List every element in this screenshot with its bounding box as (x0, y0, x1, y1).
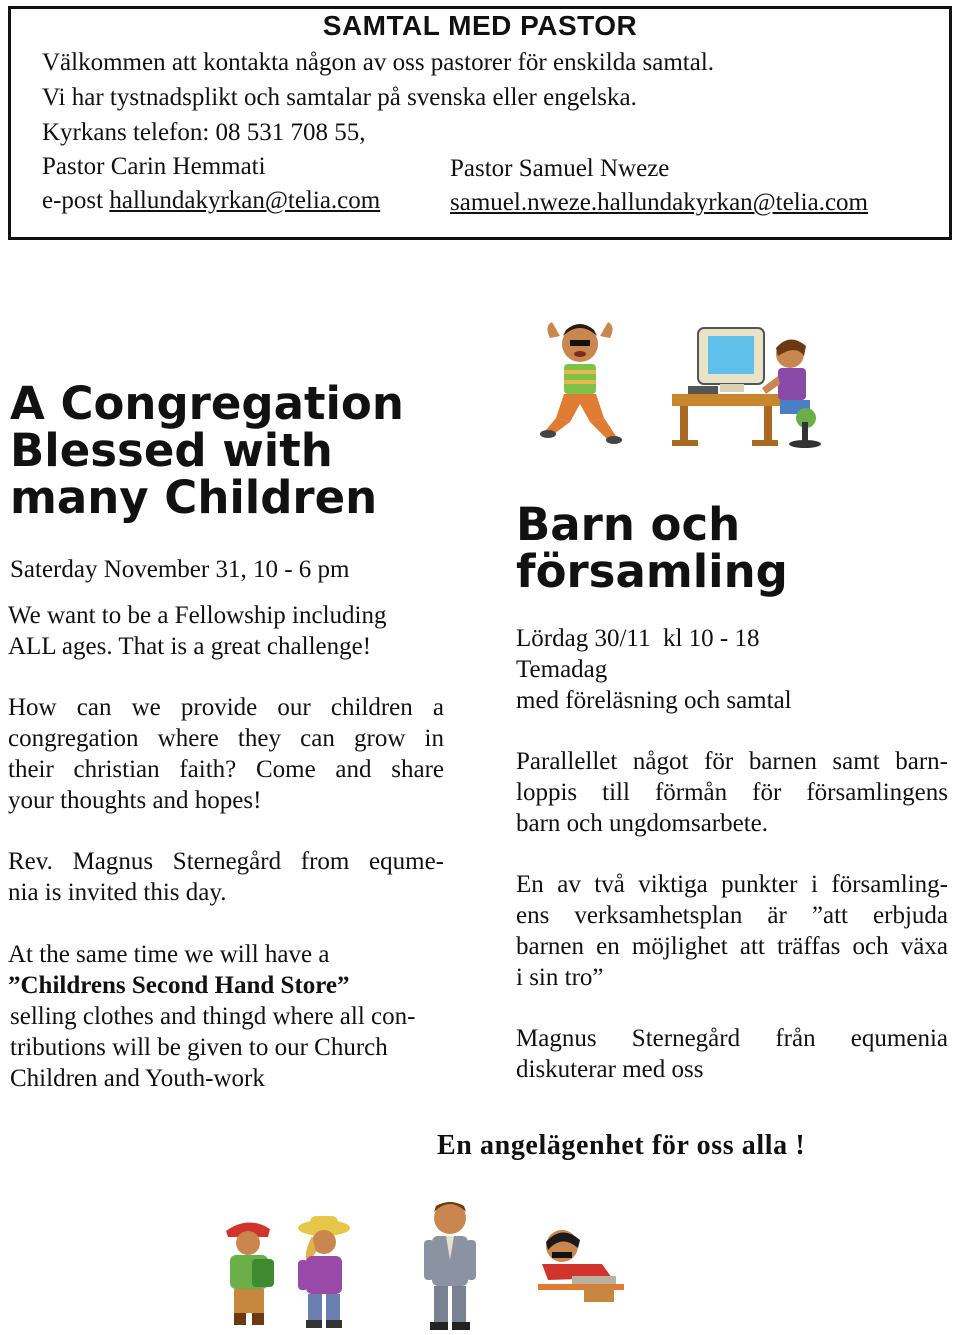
pastor-welcome-text: Välkommen att kontakta någon av oss pastorer för enskilda samtal. (42, 49, 715, 76)
text-line: nia is invited this day. (8, 879, 227, 906)
text-line: diskuterar med oss (516, 1056, 704, 1083)
english-date: Saterday November 31, 10 - 6 pm (10, 556, 350, 583)
pastor1-email-line (42, 185, 380, 216)
text-line: We want to be a Fellowship including (8, 602, 387, 629)
swedish-heading-line: församling (516, 545, 788, 598)
english-paragraph-2 (8, 692, 444, 816)
reading-child-icon (532, 1218, 628, 1308)
child-at-computer-icon (668, 322, 830, 452)
english-paragraph-3 (8, 846, 444, 908)
pastor1-email-prefix: e-post (42, 187, 104, 214)
text-line: their christian faith? Come and share (8, 756, 444, 783)
text-line: barnen en möjlighet att träffas och växa (516, 933, 948, 960)
swedish-paragraph-3 (516, 1023, 948, 1085)
text-line: ALL ages. That is a great challenge! (8, 633, 372, 660)
text-line: ens verksamhetsplan är ”att erbjuda (516, 902, 948, 929)
english-heading-line: many Children (10, 471, 378, 524)
swedish-paragraph-2 (516, 869, 948, 993)
text-line: How can we provide our children a (8, 694, 444, 721)
second-hand-store-title: ”Childrens Second Hand Store” (8, 972, 350, 999)
english-paragraph-1 (8, 600, 444, 662)
church-phone: Kyrkans telefon: 08 531 708 55, (42, 119, 366, 146)
text-line: selling clothes and thingd where all con- (10, 1003, 416, 1030)
hiking-child-icon (212, 1215, 286, 1327)
pastor2-email-link[interactable]: samuel.nweze.hallundakyrkan@telia.com (450, 189, 869, 216)
swedish-heading (516, 498, 788, 598)
english-heading (10, 377, 404, 524)
man-in-suit-icon (416, 1196, 484, 1332)
english-heading-line: Blessed with (10, 424, 333, 477)
jumping-child-icon (530, 318, 630, 448)
swedish-theme-desc: med föreläsning och samtal (516, 687, 792, 714)
child-with-hat-icon (288, 1212, 360, 1330)
pastor2-name: Pastor Samuel Nweze (450, 155, 670, 182)
pastor1-email-link[interactable]: hallundakyrkan@telia.com (109, 187, 381, 214)
text-line: tributions will be given to our Church (10, 1034, 388, 1061)
text-line: Children and Youth-work (10, 1065, 265, 1092)
footer-tagline: En angelägenhet för oss alla ! (437, 1130, 806, 1161)
pastor-box-title: SAMTAL MED PASTOR (322, 10, 638, 41)
pastor-confidentiality-text: Vi har tystnadsplikt och samtalar på svenska eller engelska. (42, 84, 637, 111)
text-line: your thoughts and hopes! (8, 787, 262, 814)
swedish-date: Lördag 30/11 kl 10 - 18 (516, 625, 760, 652)
swedish-heading-line: Barn och (516, 498, 741, 551)
text-line: At the same time we will have a (8, 941, 330, 968)
text-line: loppis till förmån för församlingens (516, 779, 948, 806)
pastor1-name: Pastor Carin Hemmati (42, 153, 266, 180)
text-line: congregation where they can grow in (8, 725, 444, 752)
text-line: Rev. Magnus Sternegård from equme- (8, 848, 444, 875)
text-line: Parallellet något för barnen samt barn- (516, 748, 948, 775)
english-heading-line: A Congregation (10, 377, 404, 430)
text-line: En av två viktiga punkter i församling- (516, 871, 948, 898)
text-line: barn och ungdomsarbete. (516, 810, 769, 837)
swedish-theme: Temadag (516, 656, 608, 683)
swedish-event-info (516, 623, 792, 716)
english-paragraph-4 (8, 939, 452, 1094)
text-line: Magnus Sternegård från equmenia (516, 1025, 948, 1052)
text-line: i sin tro” (516, 964, 604, 991)
swedish-paragraph-1 (516, 746, 948, 839)
